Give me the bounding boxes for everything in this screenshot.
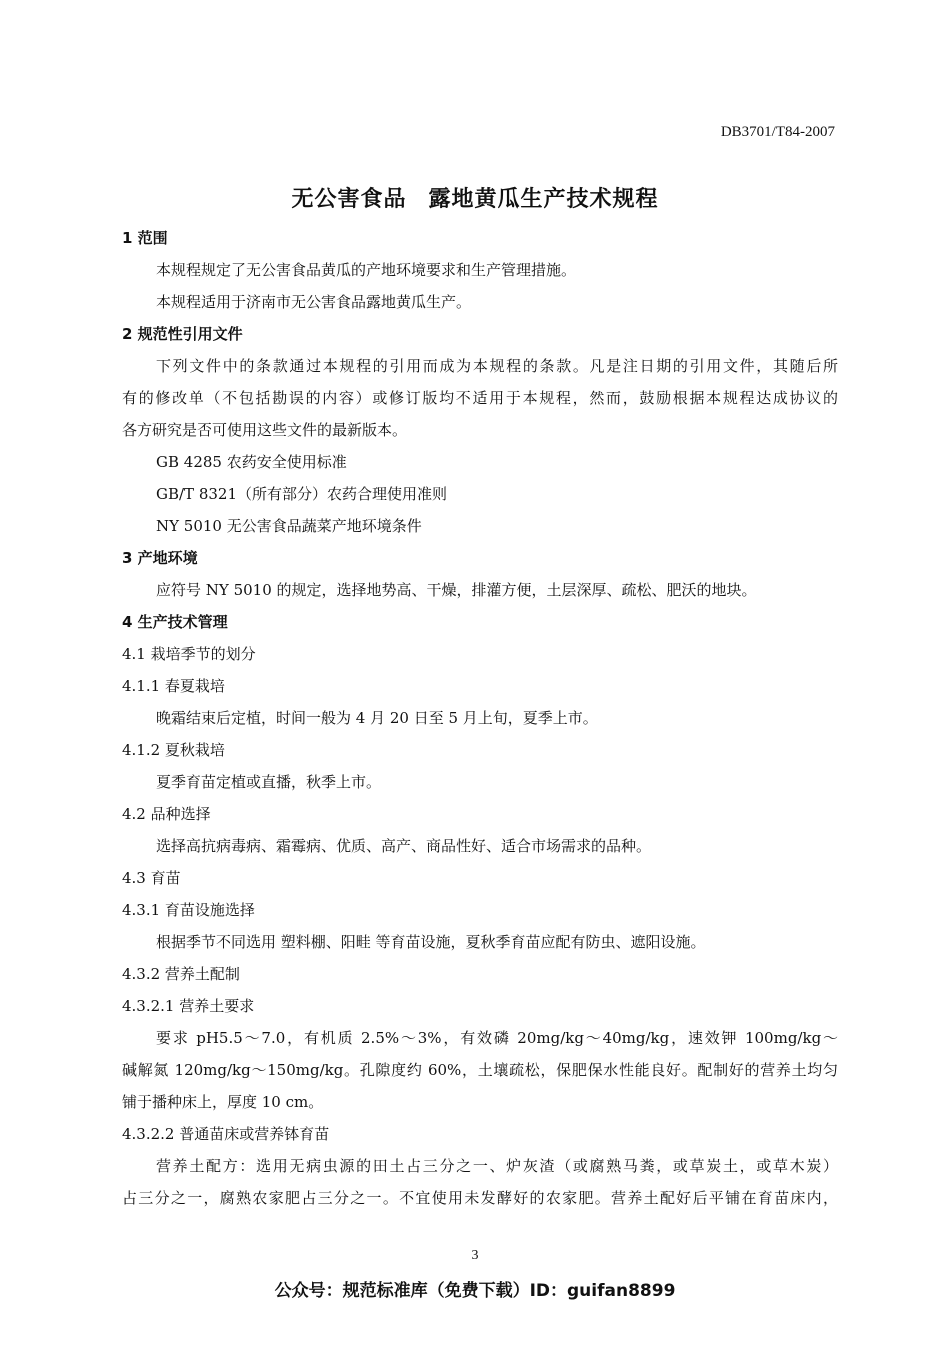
subsection-heading: 4.3 育苗 — [122, 869, 181, 887]
section-heading-management: 4 生产技术管理 — [122, 613, 228, 631]
paragraph-line: 本规程规定了无公害食品黄瓜的产地环境要求和生产管理措施。 — [156, 261, 577, 279]
paragraph-line: 晚霜结束后定植，时间一般为 4 月 20 日至 5 月上旬，夏季上市。 — [156, 709, 598, 727]
reference-item: GB 4285 农药安全使用标准 — [156, 453, 347, 471]
paragraph-line: 选择高抗病毒病、霜霉病、优质、高产、商品性好、适合市场需求的品种。 — [156, 837, 652, 855]
document-body — [122, 222, 838, 1214]
document-title — [0, 182, 950, 213]
section-heading-scope: 1 范围 — [122, 229, 168, 247]
subsection-heading: 4.1.2 夏秋栽培 — [122, 741, 225, 759]
paragraph-line: 要求 pH5.5～7.0，有机质 2.5%～3%，有效磷 20mg/kg～40mg/kg，速效钾 100mg/kg～ — [156, 1029, 838, 1047]
paragraph-line: 根据季节不同选用 塑料棚、阳畦 等育苗设施，夏秋季育苗应配有防虫、遮阳设施。 — [156, 933, 706, 951]
page-number: 3 — [471, 1248, 479, 1263]
subsection-heading: 4.1 栽培季节的划分 — [122, 645, 256, 663]
title-part-2: 露地黄瓜生产技术规程 — [428, 187, 659, 212]
paragraph-line: 下列文件中的条款通过本规程的引用而成为本规程的条款。凡是注日期的引用文件，其随后所 — [156, 357, 838, 375]
subsection-heading: 4.3.2.1 营养土要求 — [122, 997, 255, 1015]
paragraph-line: 本规程适用于济南市无公害食品露地黄瓜生产。 — [156, 293, 472, 311]
subsection-heading: 4.3.2.2 普通苗床或营养钵育苗 — [122, 1125, 330, 1143]
reference-item: NY 5010 无公害食品蔬菜产地环境条件 — [156, 517, 422, 535]
footer-watermark-text: 公众号：规范标准库（免费下载）ID：guifan8899 — [274, 1281, 676, 1301]
subsection-heading: 4.1.1 春夏栽培 — [122, 677, 225, 695]
paragraph-line: 铺于播种床上，厚度 10 cm。 — [122, 1093, 324, 1111]
section-heading-references: 2 规范性引用文件 — [122, 325, 243, 343]
subsection-heading: 4.2 品种选择 — [122, 805, 211, 823]
section-heading-environment: 3 产地环境 — [122, 549, 198, 567]
paragraph-line: 碱解氮 120mg/kg～150mg/kg。孔隙度约 60%，土壤疏松，保肥保水性能良好。配制好的营养土均匀 — [122, 1061, 838, 1079]
title-part-1: 无公害食品 — [291, 187, 407, 212]
subsection-heading: 4.3.2 营养土配制 — [122, 965, 240, 983]
subsection-heading: 4.3.1 育苗设施选择 — [122, 901, 255, 919]
reference-item: GB/T 8321（所有部分）农药合理使用准则 — [156, 485, 448, 503]
standard-code: DB3701/T84-2007 — [720, 124, 835, 140]
paragraph-line: 夏季育苗定植或直播，秋季上市。 — [156, 773, 382, 791]
paragraph-line: 有的修改单（不包括勘误的内容）或修订版均不适用于本规程，然而，鼓励根据本规程达成协议的 — [122, 389, 838, 407]
paragraph-line: 各方研究是否可使用这些文件的最新版本。 — [122, 421, 408, 439]
paragraph-line: 营养土配方：选用无病虫源的田土占三分之一、炉灰渣（或腐熟马粪，或草炭土，或草木炭） — [156, 1157, 838, 1175]
paragraph-line: 应符号 NY 5010 的规定，选择地势高、干燥，排灌方便，土层深厚、疏松、肥沃的地块。 — [156, 581, 757, 599]
paragraph-line: 占三分之一，腐熟农家肥占三分之一。不宜使用未发酵好的农家肥。营养土配好后平铺在育苗床内， — [122, 1189, 838, 1207]
